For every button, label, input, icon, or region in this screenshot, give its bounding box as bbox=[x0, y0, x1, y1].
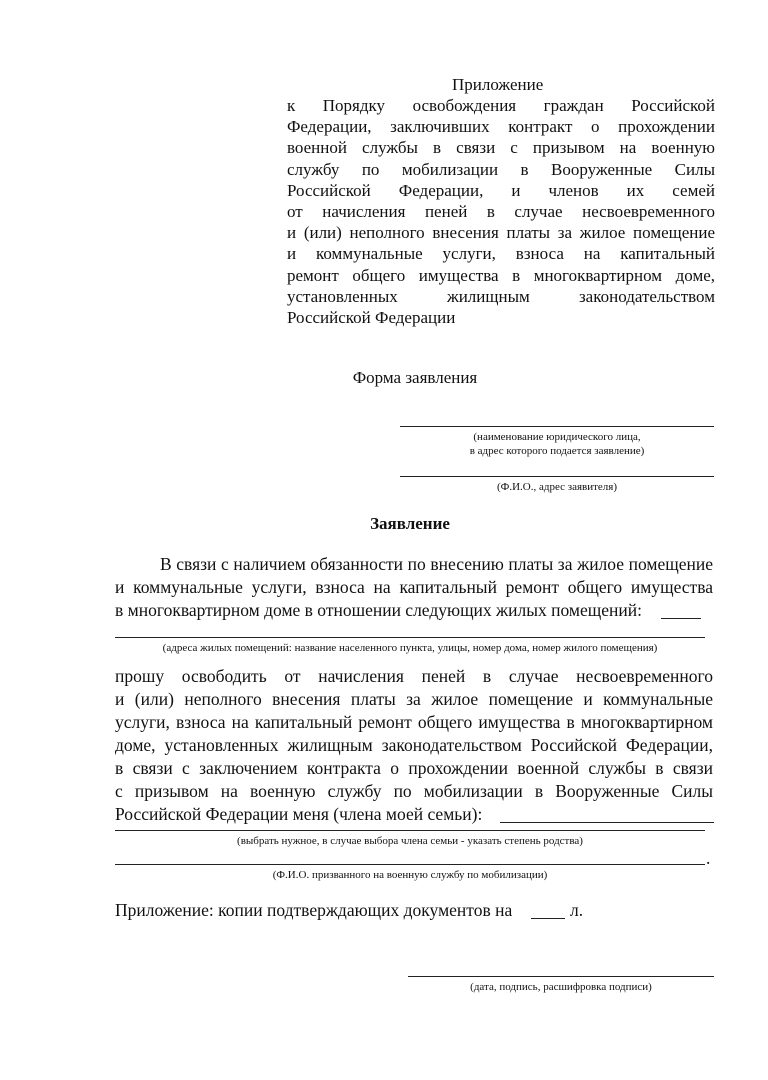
para2-line: прошу освободить от начисления пеней в случае несвоевременного bbox=[115, 666, 713, 686]
org-caption-2: в адрес которого подается заявление) bbox=[469, 445, 645, 457]
appendix-line: установленных жилищным законодательством bbox=[287, 286, 715, 306]
para1-line2: и коммунальные услуги, взноса на капитальный ремонт общего имущества bbox=[115, 577, 713, 597]
family-member-inline-field-line[interactable] bbox=[500, 822, 714, 823]
para2-line: в связи с заключением контракта о прохождении военной службы в связи bbox=[115, 758, 713, 778]
appendix-line: ремонт общего имущества в многоквартирном доме, bbox=[287, 265, 715, 285]
para1-line1: В связи с наличием обязанности по внесению платы за жилое помещение bbox=[160, 554, 713, 574]
appendix-line: службу по мобилизации в Вооруженные Силы bbox=[287, 159, 715, 179]
appendix-line: к Порядку освобождения граждан Российской bbox=[287, 96, 715, 115]
address-field-line[interactable] bbox=[115, 637, 705, 638]
org-name-field-line[interactable] bbox=[400, 426, 714, 427]
appendix-line: Российской Федерации bbox=[287, 308, 456, 328]
choice-caption: (выбрать нужное, в случае выбора члена семьи - указать степень родства) bbox=[237, 835, 583, 847]
appendix-reference bbox=[287, 95, 715, 328]
applicant-caption: (Ф.И.О., адрес заявителя) bbox=[496, 481, 618, 493]
appendix-line: от начисления пеней в случае несвоевременного bbox=[287, 202, 715, 222]
appendix-line: и коммунальные услуги, взноса на капитальный bbox=[287, 244, 715, 264]
statement-heading: Заявление bbox=[370, 514, 450, 533]
appendix-title: Приложение bbox=[452, 75, 544, 94]
para2-line: услуги, взноса на капитальный ремонт общего имущества в многоквартирном bbox=[115, 712, 713, 732]
para2-line: и (или) неполного внесения платы за жилое помещение и коммунальные bbox=[115, 689, 713, 709]
appendix-line: военной службы в связи с призывом на военную bbox=[287, 138, 715, 158]
signature-field-line[interactable] bbox=[408, 976, 714, 977]
line-end-period: . bbox=[706, 848, 711, 868]
pages-count-field-line[interactable] bbox=[531, 918, 565, 919]
appendix-line: Федерации, заключивших контракт о прохождении bbox=[287, 117, 715, 137]
org-caption-1: (наименование юридического лица, bbox=[473, 431, 641, 443]
form-title: Форма заявления bbox=[352, 368, 478, 387]
signature-caption: (дата, подпись, расшифровка подписи) bbox=[470, 981, 652, 993]
fio-field-line[interactable] bbox=[115, 864, 705, 865]
para2-line: с призывом на военную службу по мобилизации в Вооруженные Силы bbox=[115, 781, 713, 801]
address-inline-field-line[interactable] bbox=[661, 618, 701, 619]
appendix-line: Российской Федерации, и членов их семей bbox=[287, 180, 715, 200]
para1-line3: в многоквартирном доме в отношении следующих жилых помещений: bbox=[115, 600, 642, 620]
attachment-unit: л. bbox=[570, 900, 584, 920]
applicant-field-line[interactable] bbox=[400, 476, 714, 477]
para2-last-line: Российской Федерации меня (члена моей семьи): bbox=[115, 804, 483, 824]
appendix-line: и (или) неполного внесения платы за жилое помещение bbox=[287, 223, 715, 243]
address-caption: (адреса жилых помещений: название населенного пункта, улицы, номер дома, номер жилого помещения) bbox=[162, 642, 658, 654]
choice-field-line[interactable] bbox=[115, 830, 705, 831]
para2-line: доме, установленных жилищным законодательством Российской Федерации, bbox=[115, 735, 713, 755]
attachment-text: Приложение: копии подтверждающих документов на bbox=[115, 900, 513, 920]
fio-caption: (Ф.И.О. призванного на военную службу по мобилизации) bbox=[272, 869, 548, 881]
